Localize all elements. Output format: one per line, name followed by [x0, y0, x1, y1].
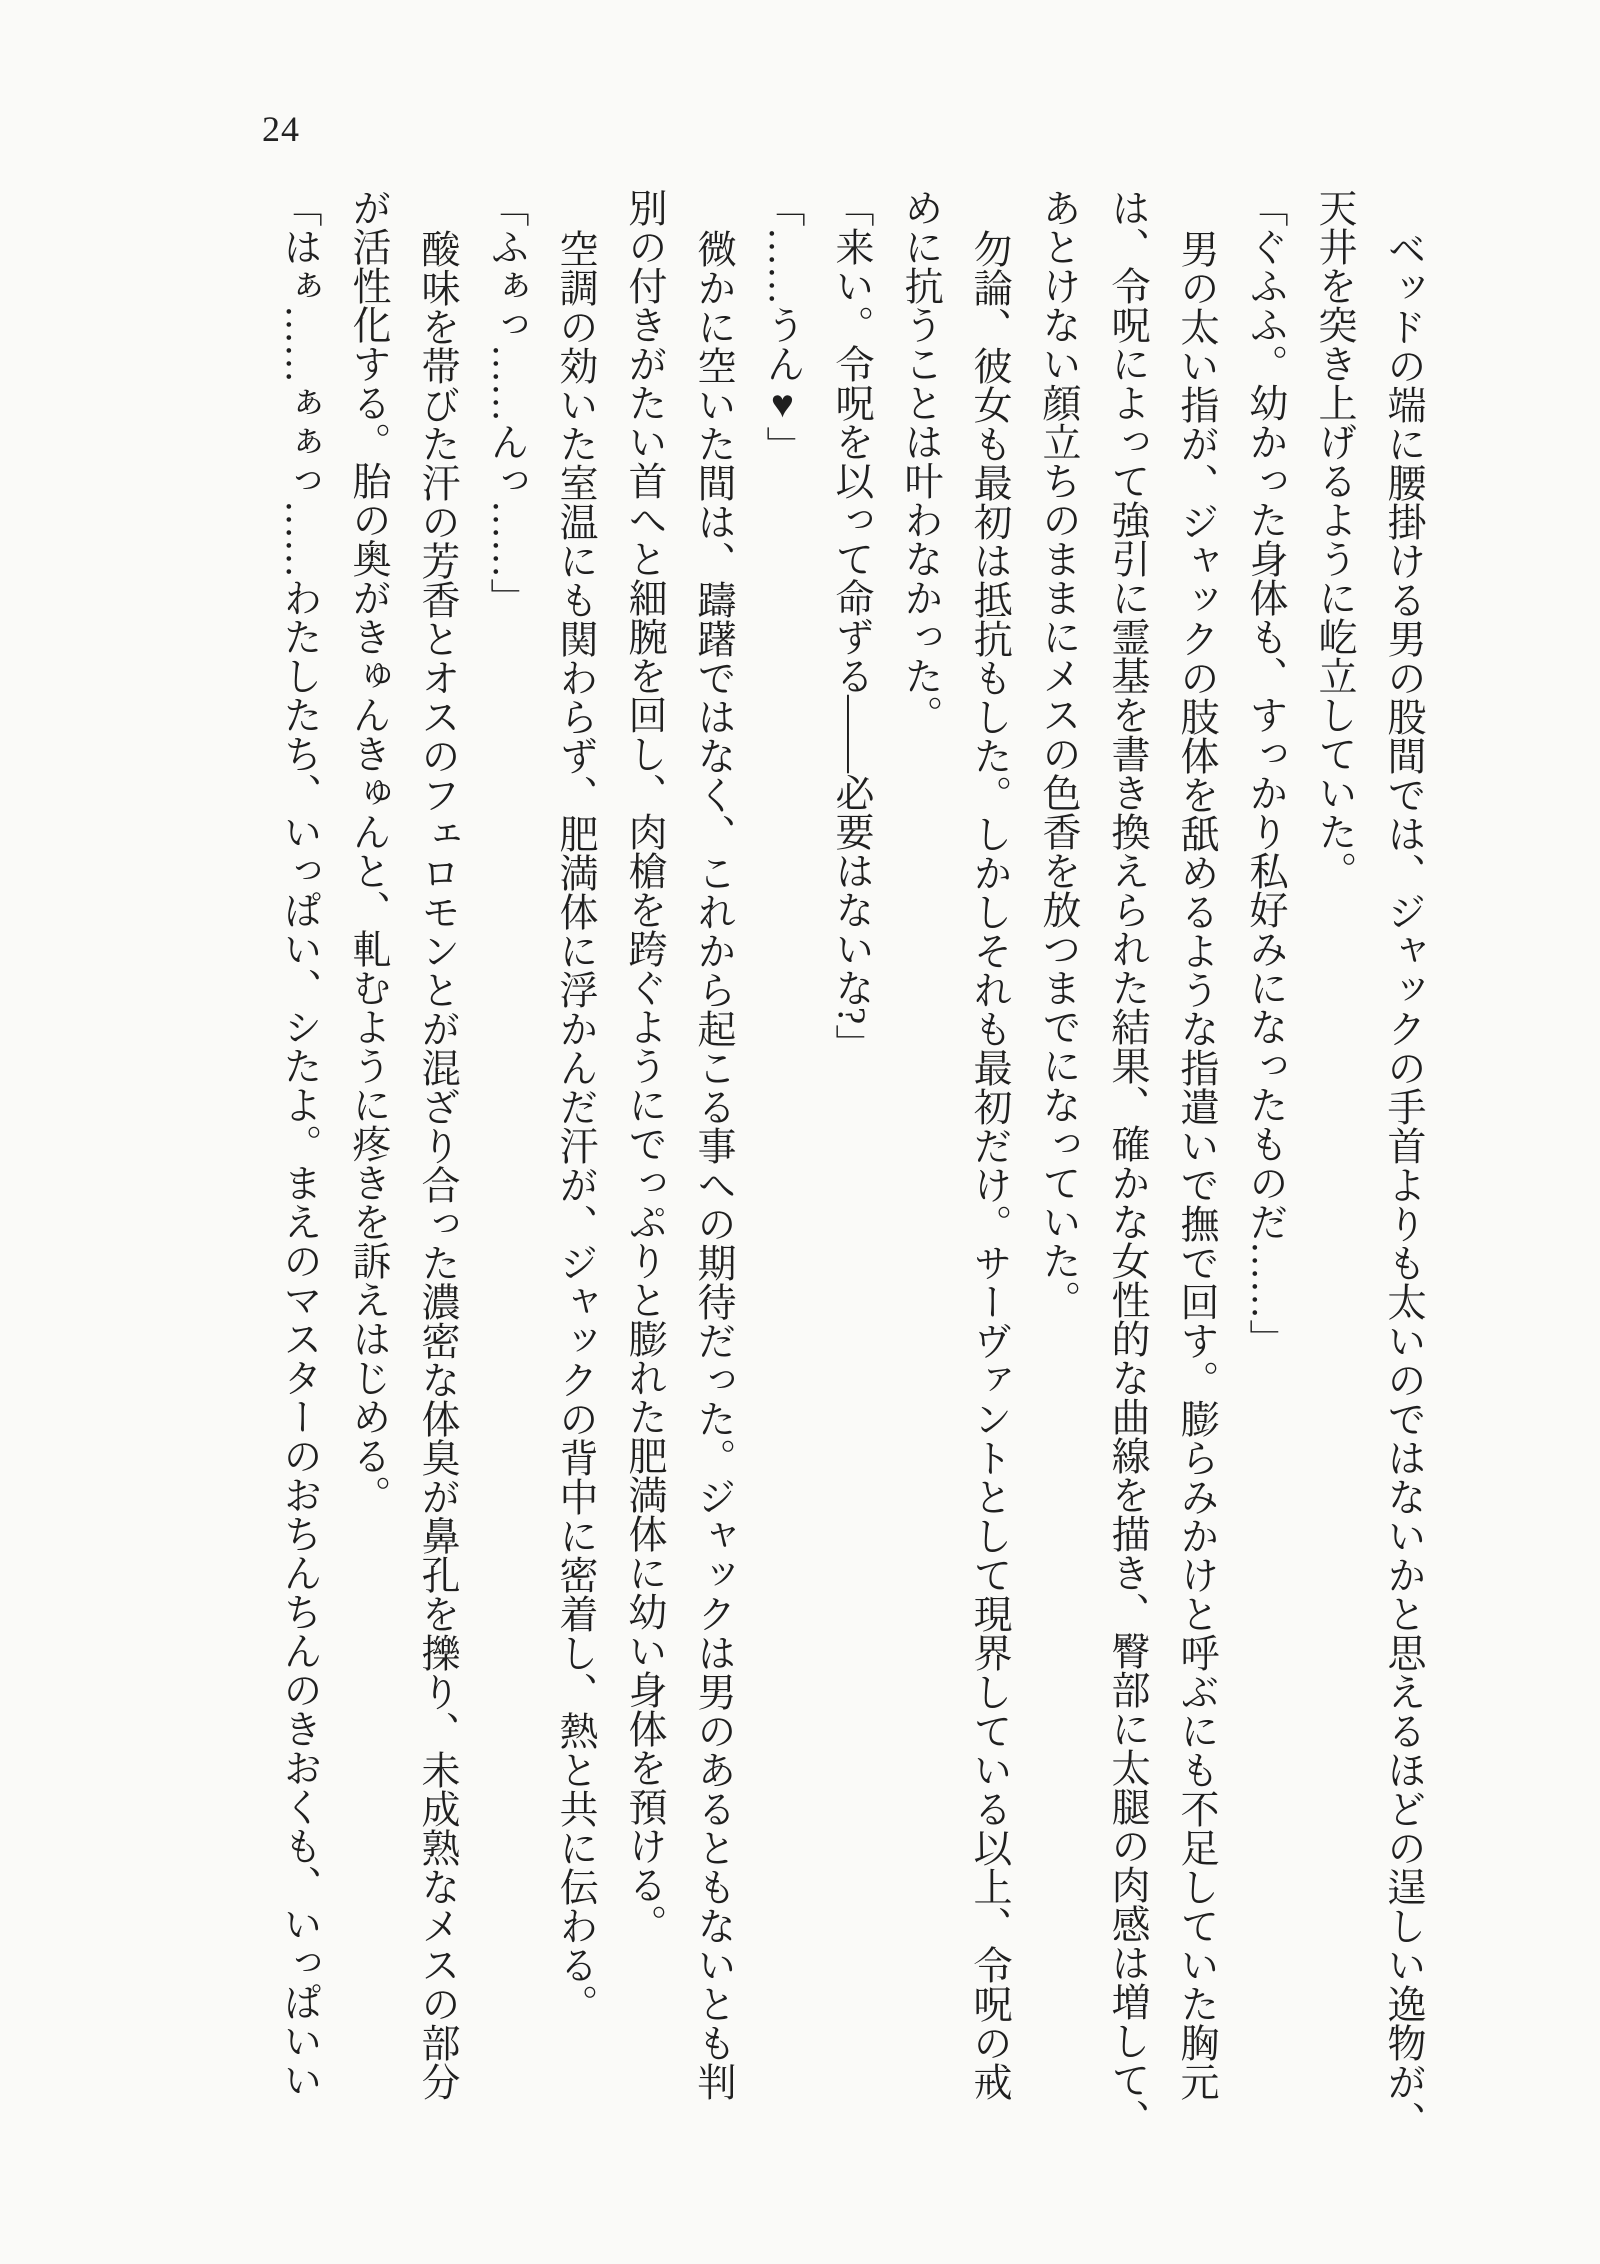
text-line-9: 「来い。令呪を以って命ずる――必要はないな?」: [830, 188, 873, 1064]
text-line-6: あとけない顔立ちのままにメスの色香を放つまでになっていた。: [1037, 188, 1080, 1319]
text-line-5: は、令呪によって強引に霊基を書き換えられた結果、確かな女性的な曲線を描き、臀部に太腿の肉感は増して、: [1106, 188, 1149, 2138]
text-line-14: 「ふぁっ……んっ……」: [485, 188, 528, 617]
text-line-2: 天井を突き上げるように屹立していた。: [1313, 188, 1356, 890]
text-line-1: ベッドの端に腰掛ける男の股間では、ジャックの手首よりも太いのではないかと思えるほどの逞しい逸物が、: [1382, 229, 1425, 2140]
text-line-3: 「ぐふふ。幼かった身体も、すっかり私好みになったものだ……」: [1244, 188, 1287, 1358]
text-line-4: 男の太い指が、ジャックの肢体を舐めるような指遣いで撫で回す。膨らみかけと呼ぶにも不足していた胸元: [1175, 229, 1218, 2101]
text-line-16: が活性化する。胎の奥がきゅんきゅんと、軋むように疼きを訴えはじめる。: [347, 188, 390, 1514]
text-line-13: 空調の効いた室温にも関わらず、肥満体に浮かんだ汗が、ジャックの背中に密着し、熱と共に伝わる。: [554, 229, 597, 2023]
text-line-7: 勿論、彼女も最初は抵抗もした。しかしそれも最初だけ。サーヴァントとして現界している以上、令呪の戒: [968, 229, 1011, 2101]
text-line-17: 「はぁ……ぁぁっ……わたしたち、いっぱい、シたよ。まえのマスターのおちんちんのきおくも、いっぱいい: [278, 188, 321, 2099]
text-block: [265, 188, 1438, 2240]
text-line-8: めに抗うことは叶わなかった。: [899, 188, 942, 734]
text-line-11: 微かに空いた間は、躊躇ではなく、これから起こる事への期待だった。ジャックは男のあるともないとも判: [692, 229, 735, 2101]
text-line-15: 酸味を帯びた汗の芳香とオスのフェロモンとが混ざり合った濃密な体臭が鼻孔を擽り、未成熟なメスの部分: [416, 229, 459, 2101]
text-line-10: 「……うん♥」: [761, 188, 804, 465]
page-number: 24: [262, 109, 300, 149]
text-line-12: 別の付きがたい首へと細腕を回し、肉槍を跨ぐようにでっぷりと膨れた肥満体に幼い身体を預ける。: [623, 188, 666, 1943]
